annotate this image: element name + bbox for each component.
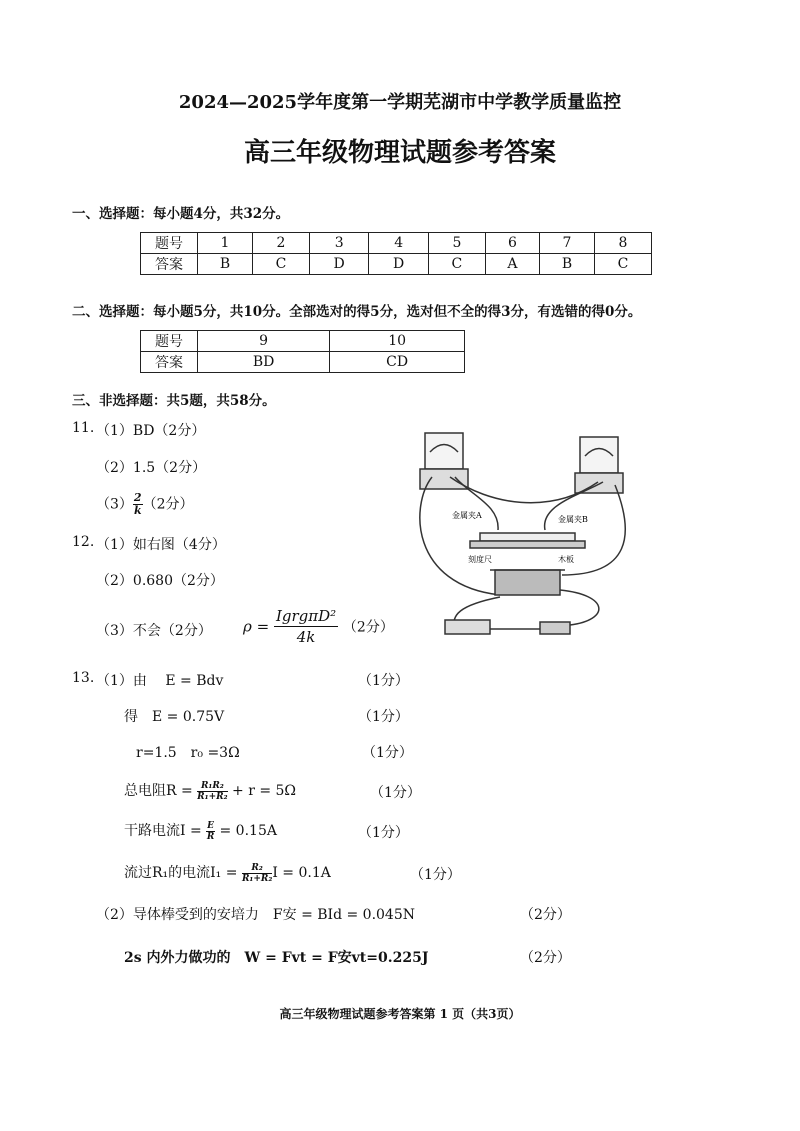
q11-part3 (96, 492, 194, 517)
table-row (141, 352, 465, 373)
table-row (141, 254, 652, 275)
figure-label: 金属夹B (558, 515, 588, 524)
fraction (274, 606, 338, 647)
table-cell: 题号 (141, 331, 198, 352)
table-cell: 2 (252, 233, 309, 254)
q11-part3-prefix: （3） (96, 496, 133, 513)
fraction-denominator: k (133, 504, 142, 517)
answer-table-1 (140, 232, 652, 275)
table-cell: 5 (428, 233, 485, 254)
section3-heading: 三、非选择题：共5题，共58分。 (72, 393, 276, 409)
q13-number: 13. (72, 670, 95, 686)
table-cell: 7 (540, 233, 595, 254)
table-cell: D (309, 254, 369, 275)
table-cell: D (369, 254, 429, 275)
q13-score: （1分） (370, 785, 421, 801)
q13-line: （2）导体棒受到的安培力 F安 = BId = 0.045N (96, 907, 415, 923)
fraction-denominator: R₁+R₂ (241, 873, 273, 884)
circuit-diagram (410, 425, 640, 640)
q11-part2: （2）1.5（2分） (96, 460, 207, 476)
q13-score: （2分） (520, 907, 571, 923)
table-cell: 3 (309, 233, 369, 254)
page-footer: 高三年级物理试题参考答案第 1 页（共3页） (279, 1007, 521, 1021)
figure-label: 金属夹A (452, 511, 482, 520)
table-cell: C (594, 254, 651, 275)
formula-lhs: ρ = (243, 617, 270, 636)
table-cell: B (540, 254, 595, 275)
fraction-denominator: R (206, 831, 215, 842)
table-row (141, 233, 652, 254)
q13-line: （1）由 E = Bdv (96, 673, 224, 689)
q13-line (124, 820, 277, 842)
battery-icon (445, 620, 490, 634)
fraction-denominator: R₁+R₂ (197, 791, 228, 802)
fraction-denominator: 4k (296, 628, 316, 646)
q13-score: （1分） (358, 673, 409, 689)
table-cell: A (485, 254, 539, 275)
formula-score: （2分） (342, 619, 394, 636)
table-cell: C (428, 254, 485, 275)
table-cell: 答案 (141, 254, 198, 275)
table-cell: 10 (330, 331, 465, 352)
table-cell: B (198, 254, 253, 275)
figure-label: 木板 (558, 555, 574, 564)
table-cell: 8 (594, 233, 651, 254)
q12-number: 12. (72, 534, 95, 550)
text: = 0.15A (215, 823, 277, 839)
resistivity-formula (243, 606, 394, 647)
text: 总电阻R = (124, 783, 198, 799)
table-cell: 6 (485, 233, 539, 254)
fraction (206, 821, 215, 842)
text: 流过R₁的电流I₁ = (124, 865, 242, 881)
table-cell: 9 (198, 331, 330, 352)
figure-label: 刻度尺 (468, 555, 492, 564)
q11-part3-score: （2分） (142, 496, 194, 513)
fraction-numerator: IgrgπD² (275, 607, 337, 625)
fraction (133, 492, 143, 517)
q13-line (124, 862, 331, 884)
q12-part1: （1）如右图（4分） (96, 537, 226, 553)
text: + r = 5Ω (227, 783, 297, 799)
table-row (141, 331, 465, 352)
document-title: 2024—2025学年度第一学期芜湖市中学教学质量监控 (178, 92, 622, 113)
table-cell: 4 (369, 233, 429, 254)
q13-line: r=1.5 r₀ =3Ω (136, 745, 240, 761)
q12-part3: （3）不会（2分） (96, 623, 212, 639)
table-cell: C (252, 254, 309, 275)
fraction (197, 781, 227, 802)
document-subtitle: 高三年级物理试题参考答案 (243, 138, 556, 168)
q13-score: （1分） (410, 867, 461, 883)
q13-line: 2s 内外力做功的 W = Fvt = F安vt=0.225J (124, 950, 429, 966)
section1-heading: 一、选择题：每小题4分，共32分。 (72, 206, 290, 222)
q13-line: 得 E = 0.75V (124, 709, 225, 725)
fraction-numerator: E (207, 820, 215, 831)
q13-line (124, 780, 296, 802)
answer-table-2 (140, 330, 465, 373)
fraction-numerator: R₁R₂ (197, 781, 227, 792)
q13-score: （1分） (362, 745, 413, 761)
q11-number: 11. (72, 420, 95, 436)
fraction-numerator: 2 (133, 491, 142, 504)
table-cell: 答案 (141, 352, 198, 373)
table-cell: CD (330, 352, 465, 373)
switch-icon (540, 622, 570, 634)
q11-part1: （1）BD（2分） (96, 423, 206, 439)
text: I = 0.1A (272, 865, 331, 881)
text: 干路电流I = (124, 823, 207, 839)
q13-score: （2分） (520, 950, 571, 966)
fraction (242, 863, 272, 884)
table-cell: 1 (198, 233, 253, 254)
table-cell: 题号 (141, 233, 198, 254)
q13-score: （1分） (358, 825, 409, 841)
fraction-numerator: R₂ (242, 863, 272, 874)
table-cell: BD (198, 352, 330, 373)
q13-score: （1分） (358, 709, 409, 725)
section2-heading: 二、选择题：每小题5分，共10分。全部选对的得5分，选对但不全的得3分，有选错的得0分。 (72, 304, 642, 320)
q12-part2: （2）0.680（2分） (96, 573, 224, 589)
